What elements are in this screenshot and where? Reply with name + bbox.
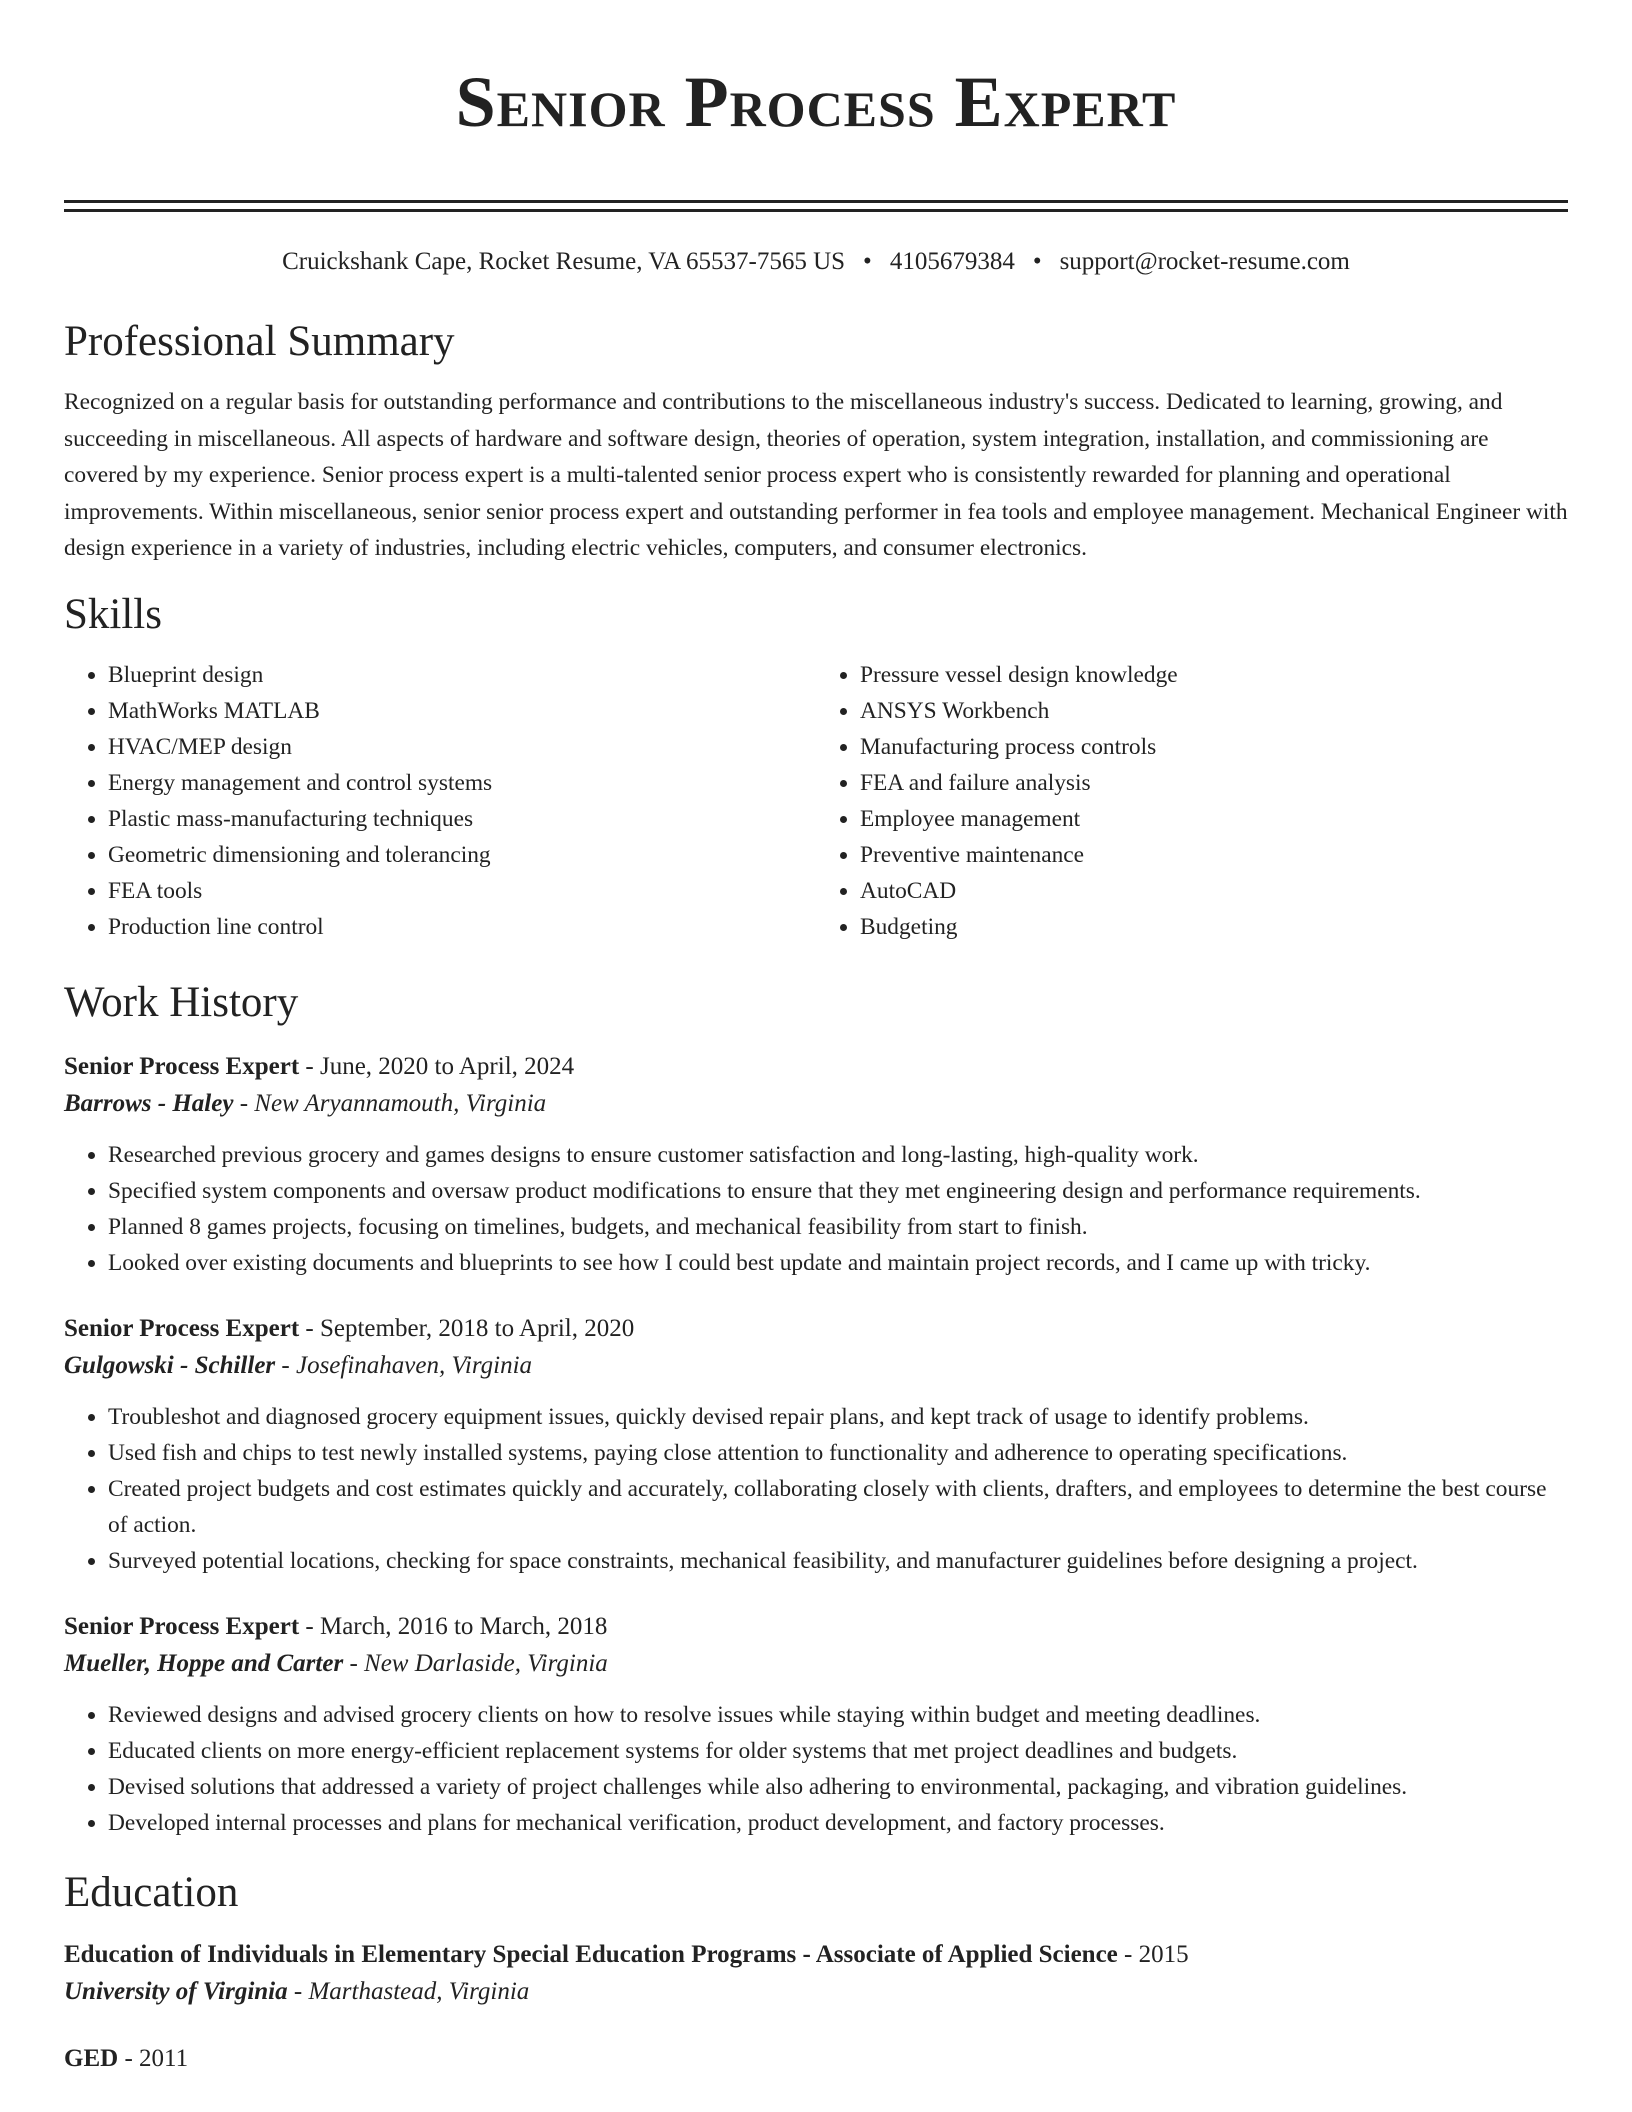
job-company-line — [64, 1085, 1568, 1123]
education-entry — [64, 2041, 1568, 2077]
education-degree-line — [64, 1937, 1568, 1973]
skills-list — [64, 657, 1568, 945]
job-bullet: • Researched previous grocery and games designs to ensure customer satisfaction and long-lasting, high-quality work. — [108, 1137, 1568, 1173]
skill-item: • Preventive maintenance — [860, 837, 1568, 873]
skill-item: • Geometric dimensioning and tolerancing — [108, 837, 816, 873]
skills-column-right — [816, 657, 1568, 945]
job-company-line — [64, 1347, 1568, 1385]
skill-item: • Energy management and control systems — [108, 765, 816, 801]
job-company: Mueller, Hoppe and Carter — [64, 1649, 344, 1677]
job-location: - New Aryannamouth, Virginia — [233, 1089, 547, 1117]
job-role: Senior Process Expert — [64, 1052, 300, 1080]
job-company: Barrows - Haley — [64, 1089, 234, 1117]
skill-item: • ANSYS Workbench — [860, 693, 1568, 729]
job-title-line — [64, 1609, 1568, 1645]
skills-heading: Skills — [64, 590, 162, 638]
job-bullet: • Specified system components and oversaw product modifications to ensure that they met engineering design and performance requirements. — [108, 1173, 1568, 1209]
job-entry — [64, 1609, 1568, 1841]
job-bullets — [64, 1137, 1568, 1281]
job-role: Senior Process Expert — [64, 1612, 300, 1640]
education-year: - 2011 — [118, 2044, 189, 2072]
skill-item: • Budgeting — [860, 909, 1568, 945]
skill-item: • MathWorks MATLAB — [108, 693, 816, 729]
header-divider-bottom — [64, 209, 1568, 212]
skills-column-left — [64, 657, 816, 945]
job-company-line — [64, 1645, 1568, 1683]
education-heading: Education — [64, 1868, 239, 1916]
job-bullet: • Used fish and chips to test newly installed systems, paying close attention to functionality and adherence to operating specifications. — [108, 1435, 1568, 1471]
education-location: - Marthastead, Virginia — [287, 1977, 530, 2005]
skill-item: • AutoCAD — [860, 873, 1568, 909]
contact-phone: 4105679384 — [889, 248, 1015, 275]
contact-email: support@rocket-resume.com — [1059, 248, 1350, 275]
skill-item: • HVAC/MEP design — [108, 729, 816, 765]
education-school-line — [64, 1973, 1568, 2011]
skill-item: • FEA and failure analysis — [860, 765, 1568, 801]
education-school: University of Virginia — [64, 1977, 288, 2005]
job-bullet: • Educated clients on more energy-efficient replacement systems for older systems that met project deadlines and budgets. — [108, 1733, 1568, 1769]
skill-item: • FEA tools — [108, 873, 816, 909]
job-location: - Josefinahaven, Virginia — [275, 1351, 533, 1379]
job-title-line — [64, 1049, 1568, 1085]
contact-address: Cruickshank Cape, Rocket Resume, VA 65537-7565 US — [282, 248, 846, 275]
contact-separator: • — [863, 248, 872, 275]
job-entry — [64, 1311, 1568, 1579]
skill-item: • Production line control — [108, 909, 816, 945]
education-degree-line — [64, 2041, 1568, 2077]
summary-heading: Professional Summary — [64, 318, 455, 365]
job-bullet: • Troubleshot and diagnosed grocery equipment issues, quickly devised repair plans, and kept track of usage to identify problems. — [108, 1399, 1568, 1435]
contact-line — [64, 246, 1568, 278]
work-history-heading: Work History — [64, 978, 299, 1026]
job-dates: - June, 2020 to April, 2024 — [299, 1052, 575, 1080]
job-company: Gulgowski - Schiller — [64, 1351, 276, 1379]
skill-item: • Manufacturing process controls — [860, 729, 1568, 765]
job-dates: - March, 2016 to March, 2018 — [299, 1612, 608, 1640]
summary-text: Recognized on a regular basis for outstanding performance and contributions to the miscellaneous industry's success. Dedicated to learning, growing, and succeeding in miscellaneous. All aspects of hardware and software design, theories of operation, system integration, installation, and commissioning are covered by my experience. Senior process expert is a multi-talented senior process expert who is consistently rewarded for planning and operational improvements. Within miscellaneous, senior senior process expert and outstanding performer in fea tools and employee management. Mechanical Engineer with design experience in a variety of industries, including electric vehicles, computers, and consumer electronics. — [64, 389, 1568, 561]
job-bullet: • Planned 8 games projects, focusing on timelines, budgets, and mechanical feasibility from start to finish. — [108, 1209, 1568, 1245]
header-divider-top — [64, 200, 1568, 203]
education-entry — [64, 1937, 1568, 2011]
job-bullets — [64, 1697, 1568, 1841]
job-role: Senior Process Expert — [64, 1314, 300, 1342]
job-dates: - September, 2018 to April, 2020 — [299, 1314, 635, 1342]
job-bullet: • Looked over existing documents and blueprints to see how I could best update and maintain project records, and I came up with tricky. — [108, 1245, 1568, 1281]
job-bullet: • Surveyed potential locations, checking for space constraints, mechanical feasibility, and manufacturer guidelines before designing a project. — [108, 1543, 1568, 1579]
skill-item: • Employee management — [860, 801, 1568, 837]
job-entry — [64, 1049, 1568, 1281]
job-bullet: • Created project budgets and cost estimates quickly and accurately, collaborating closely with clients, drafters, and employees to determine the best course of action. — [108, 1471, 1568, 1543]
education-year: - 2015 — [1117, 1940, 1189, 1968]
skill-item: • Plastic mass-manufacturing techniques — [108, 801, 816, 837]
skill-item: • Pressure vessel design knowledge — [860, 657, 1568, 693]
job-title-line — [64, 1311, 1568, 1347]
job-location: - New Darlaside, Virginia — [343, 1649, 608, 1677]
job-bullets — [64, 1399, 1568, 1579]
job-bullet: • Developed internal processes and plans for mechanical verification, product development, and factory processes. — [108, 1805, 1568, 1841]
contact-separator: • — [1032, 248, 1042, 275]
job-bullet: • Devised solutions that addressed a variety of project challenges while also adhering to environmental, packaging, and vibration guidelines. — [108, 1769, 1568, 1805]
skill-item: • Blueprint design — [108, 657, 816, 693]
job-bullet: • Reviewed designs and advised grocery clients on how to resolve issues while staying within budget and meeting deadlines. — [108, 1697, 1568, 1733]
resume-name: Senior Process Expert — [455, 62, 1177, 142]
education-degree: Education of Individuals in Elementary Special Education Programs - Associate of Applied Science — [64, 1940, 1118, 1968]
education-degree: GED — [64, 2044, 119, 2072]
